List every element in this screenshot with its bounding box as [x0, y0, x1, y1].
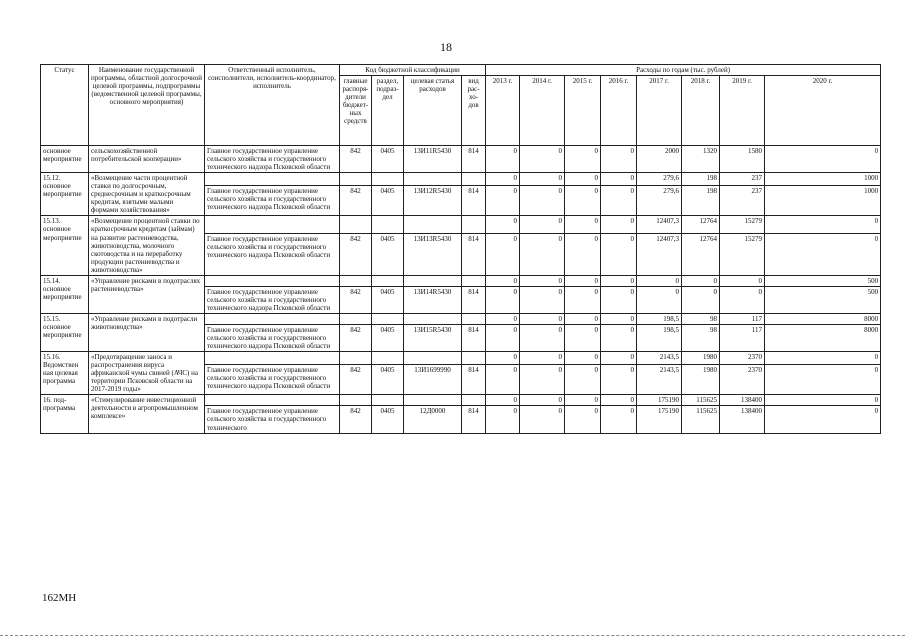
row-value: 12407,3 — [637, 233, 682, 275]
row-value: 0 — [565, 364, 601, 395]
row-value: 117 — [720, 324, 765, 351]
row-value: 0 — [601, 275, 637, 286]
row-expense-type: 814 — [462, 364, 486, 395]
header-year: 2019 г. — [720, 76, 765, 146]
row-status: основное мероприятие — [41, 146, 89, 173]
row-code-empty — [462, 395, 486, 406]
row-value: 0 — [565, 216, 601, 233]
row-exec-empty — [205, 216, 340, 233]
row-target-article: 12Д0000 — [404, 406, 462, 433]
row-status: 15.13. основное мероприятие — [41, 216, 89, 275]
row-value: 0 — [720, 275, 765, 286]
header-expenses: Расходы по годам (тыс. рублей) — [486, 65, 881, 76]
row-value: 237 — [720, 173, 765, 186]
row-value: 0 — [682, 286, 720, 313]
row-value: 12764 — [682, 216, 720, 233]
row-value: 0 — [486, 233, 520, 275]
row-name: «Стимулирование инвестиционной деятельности в агропромышленном комплексе» — [89, 395, 205, 433]
row-code-empty — [404, 352, 462, 365]
row-value: 0 — [520, 185, 565, 216]
row-value: 0 — [601, 185, 637, 216]
row-value: 0 — [565, 233, 601, 275]
row-code-empty — [404, 216, 462, 233]
row-code-empty — [404, 173, 462, 186]
row-code-empty — [462, 173, 486, 186]
row-grbs: 842 — [340, 286, 372, 313]
row-value: 0 — [565, 406, 601, 433]
row-value: 2143,5 — [637, 352, 682, 365]
row-value: 0 — [565, 173, 601, 186]
row-value: 0 — [601, 146, 637, 173]
header-year: 2018 г. — [682, 76, 720, 146]
header-year: 2016 г. — [601, 76, 637, 146]
row-value: 15279 — [720, 216, 765, 233]
row-exec-empty — [205, 275, 340, 286]
row-value: 0 — [486, 173, 520, 186]
row-expense-type: 814 — [462, 406, 486, 433]
row-value: 0 — [601, 324, 637, 351]
row-value: 0 — [520, 233, 565, 275]
row-exec-empty — [205, 173, 340, 186]
row-value: 0 — [565, 275, 601, 286]
row-value: 0 — [765, 406, 881, 433]
table-header — [41, 65, 881, 146]
row-value: 0 — [601, 406, 637, 433]
row-value: 138400 — [720, 395, 765, 406]
row-value: 115625 — [682, 406, 720, 433]
row-executor: Главное государственное управление сельского хозяйства и государственного технического — [205, 406, 340, 433]
row-value: 0 — [765, 216, 881, 233]
row-value: 0 — [637, 286, 682, 313]
row-grbs: 842 — [340, 364, 372, 395]
row-value: 198,5 — [637, 324, 682, 351]
row-code-empty — [340, 313, 372, 324]
row-value: 1320 — [682, 146, 720, 173]
row-name: «Управление рисками в подотраслях растениеводства» — [89, 275, 205, 313]
table-row — [41, 216, 881, 233]
row-code-empty — [372, 216, 404, 233]
row-code-empty — [340, 216, 372, 233]
row-grbs: 842 — [340, 406, 372, 433]
row-section: 0405 — [372, 324, 404, 351]
row-value: 0 — [520, 364, 565, 395]
row-code-empty — [462, 275, 486, 286]
row-value: 0 — [601, 364, 637, 395]
row-value: 0 — [520, 406, 565, 433]
row-value: 0 — [637, 275, 682, 286]
table-body — [41, 146, 881, 434]
row-value: 237 — [720, 185, 765, 216]
row-value: 0 — [520, 352, 565, 365]
row-section: 0405 — [372, 364, 404, 395]
row-executor: Главное государственное управление сельского хозяйства и государственного технического надзора Псковской области — [205, 233, 340, 275]
row-value: 1980 — [682, 352, 720, 365]
row-value: 12407,3 — [637, 216, 682, 233]
row-status: 16. под-программа — [41, 395, 89, 433]
row-section: 0405 — [372, 233, 404, 275]
row-grbs: 842 — [340, 146, 372, 173]
row-value: 0 — [565, 146, 601, 173]
row-code-empty — [462, 313, 486, 324]
row-value: 0 — [565, 286, 601, 313]
row-value: 0 — [486, 352, 520, 365]
row-code-empty — [340, 173, 372, 186]
row-expense-type: 814 — [462, 286, 486, 313]
row-section: 0405 — [372, 146, 404, 173]
header-year: 2015 г. — [565, 76, 601, 146]
row-value: 12764 — [682, 233, 720, 275]
row-name: «Возмещение процентной ставки по краткосрочным кредитам (займам) на развитие растениеводства, животноводства, молочного скотоводства и на переработку продукции растениеводства и животноводства» — [89, 216, 205, 275]
row-value: 0 — [601, 352, 637, 365]
row-value: 0 — [565, 185, 601, 216]
row-value: 1980 — [682, 364, 720, 395]
row-section: 0405 — [372, 286, 404, 313]
table-row — [41, 173, 881, 186]
row-code-empty — [462, 352, 486, 365]
row-value: 279,6 — [637, 173, 682, 186]
row-value: 0 — [520, 173, 565, 186]
header-subcode: целевая статья расходов — [404, 76, 462, 146]
row-executor: Главное государственное управление сельского хозяйства и государственного технического надзора Псковской области — [205, 286, 340, 313]
row-target-article: 13И15R5430 — [404, 324, 462, 351]
row-expense-type: 814 — [462, 324, 486, 351]
row-value: 0 — [601, 286, 637, 313]
header-subcode: главные распоря-дители бюджет-ных средств — [340, 76, 372, 146]
row-value: 1000 — [765, 185, 881, 216]
row-value: 8000 — [765, 313, 881, 324]
row-name: сельскохозяйственной потребительской кооперации» — [89, 146, 205, 173]
row-value: 117 — [720, 313, 765, 324]
table-row — [41, 146, 881, 173]
row-value: 0 — [486, 216, 520, 233]
row-expense-type: 814 — [462, 233, 486, 275]
row-value: 0 — [601, 395, 637, 406]
row-code-empty — [372, 313, 404, 324]
row-value: 0 — [765, 395, 881, 406]
header-subcode: раздел, подраз-дел — [372, 76, 404, 146]
row-status: 15.16. Ведомствен ная целевая программа — [41, 352, 89, 395]
row-value: 0 — [486, 313, 520, 324]
row-value: 98 — [682, 313, 720, 324]
row-target-article: 13И14R5430 — [404, 286, 462, 313]
row-status: 15.14. основное мероприятие — [41, 275, 89, 313]
row-value: 0 — [486, 185, 520, 216]
row-value: 0 — [765, 146, 881, 173]
row-code-empty — [340, 352, 372, 365]
row-value: 0 — [486, 395, 520, 406]
row-grbs: 842 — [340, 185, 372, 216]
row-value: 0 — [565, 324, 601, 351]
row-value: 0 — [601, 216, 637, 233]
row-grbs: 842 — [340, 324, 372, 351]
table-row — [41, 352, 881, 365]
page-edge-divider — [0, 635, 905, 636]
row-code-empty — [404, 275, 462, 286]
row-value: 0 — [682, 275, 720, 286]
row-value: 0 — [601, 173, 637, 186]
row-value: 0 — [486, 146, 520, 173]
row-exec-empty — [205, 352, 340, 365]
row-expense-type: 814 — [462, 185, 486, 216]
budget-table — [40, 64, 881, 434]
row-value: 8000 — [765, 324, 881, 351]
row-executor: Главное государственное управление сельского хозяйства и государственного технического надзора Псковской области — [205, 146, 340, 173]
row-value: 15279 — [720, 233, 765, 275]
row-value: 0 — [520, 216, 565, 233]
row-value: 0 — [520, 395, 565, 406]
row-executor: Главное государственное управление сельского хозяйства и государственного технического надзора Псковской области — [205, 324, 340, 351]
row-value: 0 — [765, 352, 881, 365]
page-number: 18 — [440, 40, 452, 54]
row-value: 0 — [565, 313, 601, 324]
row-target-article: 13И1699990 — [404, 364, 462, 395]
row-code-empty — [404, 395, 462, 406]
header-year: 2017 г. — [637, 76, 682, 146]
row-code-empty — [372, 173, 404, 186]
header-subcode: вид рас-хо-дов — [462, 76, 486, 146]
row-value: 1580 — [720, 146, 765, 173]
table-row — [41, 395, 881, 406]
table-row — [41, 275, 881, 286]
row-code-empty — [340, 395, 372, 406]
row-status: 15.15. основное мероприятие — [41, 313, 89, 351]
header-name: Наименование государственной программы, областной долгосрочной целевой программы, подпрограммы (ведомственной целевой программы, основного мероприятия) — [89, 65, 205, 146]
row-value: 2000 — [637, 146, 682, 173]
row-value: 0 — [565, 352, 601, 365]
row-value: 1000 — [765, 173, 881, 186]
row-section: 0405 — [372, 406, 404, 433]
row-value: 0 — [486, 364, 520, 395]
row-value: 115625 — [682, 395, 720, 406]
row-value: 0 — [486, 275, 520, 286]
row-value: 500 — [765, 286, 881, 313]
row-value: 175190 — [637, 406, 682, 433]
row-value: 198,5 — [637, 313, 682, 324]
row-code-empty — [372, 395, 404, 406]
row-value: 0 — [520, 313, 565, 324]
row-value: 0 — [765, 364, 881, 395]
row-value: 0 — [601, 313, 637, 324]
row-code-empty — [340, 275, 372, 286]
row-exec-empty — [205, 395, 340, 406]
row-exec-empty — [205, 313, 340, 324]
row-value: 0 — [601, 233, 637, 275]
row-value: 0 — [720, 286, 765, 313]
row-value: 138400 — [720, 406, 765, 433]
row-name: «Предотвращение заноса и распространения вируса африканской чумы свиней (АЧС) на территории Псковской области на 2017-2019 годы» — [89, 352, 205, 395]
row-target-article: 13И11R5430 — [404, 146, 462, 173]
row-name: «Возмещение части процентной ставки по долгосрочным, среднесрочным и краткосрочным кредитам, взятыми малыми формами хозяйствования» — [89, 173, 205, 216]
row-value: 2143,5 — [637, 364, 682, 395]
document-code: 162МН — [42, 592, 77, 604]
row-target-article: 13И12R5430 — [404, 185, 462, 216]
row-expense-type: 814 — [462, 146, 486, 173]
row-executor: Главное государственное управление сельского хозяйства и государственного технического надзора Псковской области — [205, 364, 340, 395]
row-grbs: 842 — [340, 233, 372, 275]
row-value: 198 — [682, 173, 720, 186]
row-value: 0 — [520, 324, 565, 351]
row-code-empty — [404, 313, 462, 324]
row-code-empty — [372, 352, 404, 365]
row-value: 0 — [520, 286, 565, 313]
table-row — [41, 313, 881, 324]
row-target-article: 13И13R5430 — [404, 233, 462, 275]
row-value: 2370 — [720, 352, 765, 365]
header-status: Статус — [41, 65, 89, 146]
row-value: 500 — [765, 275, 881, 286]
row-status: 15.12. основное мероприятие — [41, 173, 89, 216]
header-budget-code: Код бюджетной классификации — [340, 65, 486, 76]
row-section: 0405 — [372, 185, 404, 216]
row-value: 2370 — [720, 364, 765, 395]
row-name: «Управление рисками в подотрасли животноводства» — [89, 313, 205, 351]
row-value: 0 — [520, 275, 565, 286]
header-year: 2020 г. — [765, 76, 881, 146]
header-year: 2013 г. — [486, 76, 520, 146]
row-value: 198 — [682, 185, 720, 216]
row-value: 279,6 — [637, 185, 682, 216]
row-value: 0 — [520, 146, 565, 173]
row-value: 0 — [765, 233, 881, 275]
row-value: 0 — [486, 406, 520, 433]
header-year: 2014 г. — [520, 76, 565, 146]
row-value: 0 — [565, 395, 601, 406]
header-responsible: Ответственный исполнитель, соисполнители, исполнитель-координатор, исполнитель — [205, 65, 340, 146]
row-value: 175190 — [637, 395, 682, 406]
row-value: 98 — [682, 324, 720, 351]
row-code-empty — [462, 216, 486, 233]
row-value: 0 — [486, 286, 520, 313]
row-value: 0 — [486, 324, 520, 351]
row-code-empty — [372, 275, 404, 286]
row-executor: Главное государственное управление сельского хозяйства и государственного технического надзора Псковской области — [205, 185, 340, 216]
